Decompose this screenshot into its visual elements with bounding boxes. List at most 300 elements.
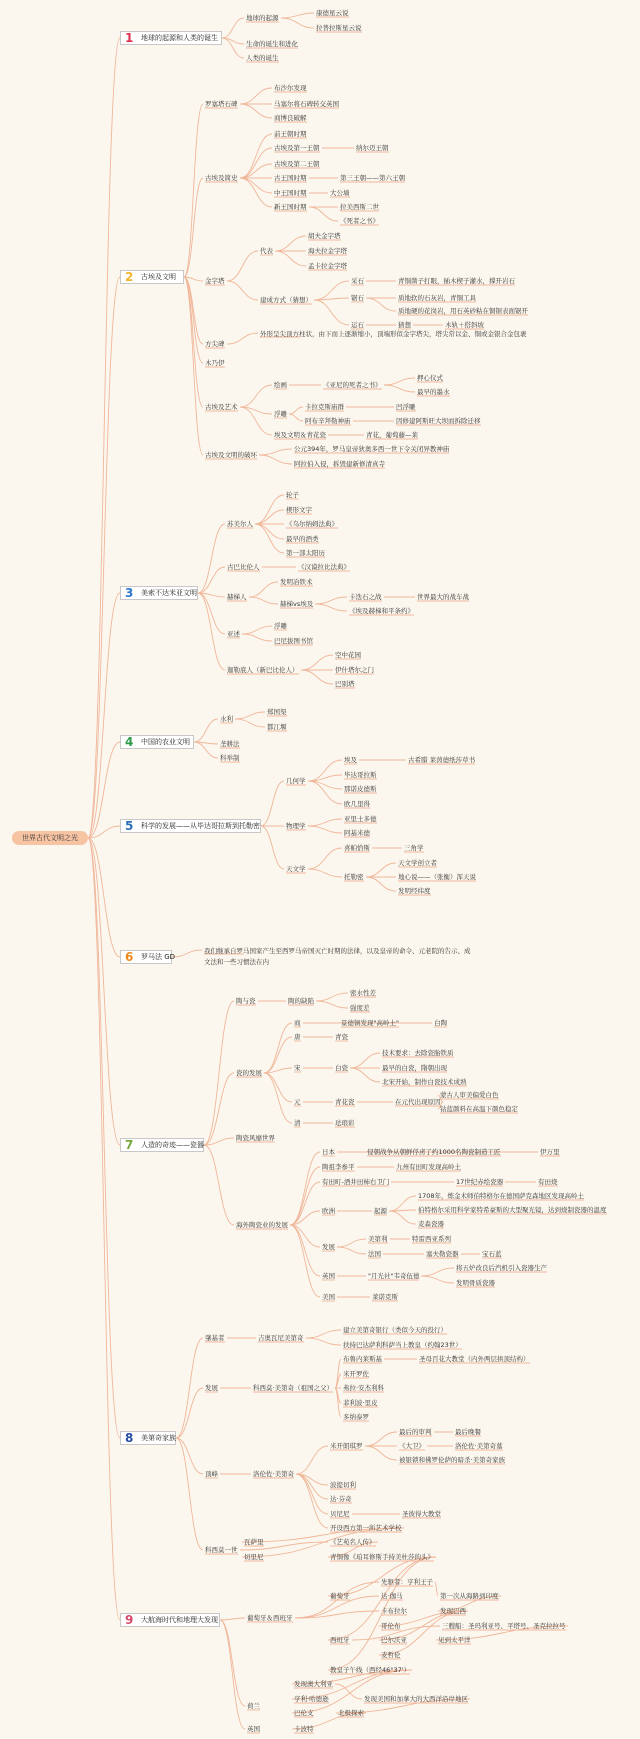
connector (365, 1446, 397, 1460)
connector (88, 38, 120, 838)
node[interactable]: 《艺苑名人传》 (330, 1538, 376, 1546)
connector (194, 742, 218, 744)
node[interactable]: 陶祖李参平 (322, 1163, 355, 1171)
connector (194, 742, 218, 758)
node[interactable]: 宋 (294, 1064, 301, 1072)
node[interactable]: 世界最大的战车战 (417, 593, 469, 601)
node[interactable]: 切里尼 (244, 1553, 264, 1561)
node[interactable]: 亚述 (227, 630, 240, 638)
connector (240, 407, 272, 414)
connector (281, 13, 314, 18)
connector (204, 1138, 234, 1145)
connector (176, 1388, 203, 1438)
node[interactable]: 《乌尔纳姆法典》 (286, 520, 338, 528)
node[interactable]: 发明冶铁术 (280, 578, 313, 586)
node[interactable]: 纳尔迈王朝 (356, 144, 389, 152)
node[interactable]: 亨利·哈德逊 (294, 1695, 329, 1703)
node[interactable]: 布鲁内莱斯基 (343, 1355, 382, 1363)
connector (296, 1474, 328, 1485)
node[interactable]: 白瓷 (335, 1064, 348, 1072)
node[interactable]: 喜帕恰斯 (344, 844, 370, 852)
node[interactable]: 1708年，炼金术师伯特格尔在德国萨克森地区发现高岭土 (418, 1192, 585, 1200)
node[interactable]: 欧几里得 (344, 800, 370, 808)
connector (88, 838, 120, 1620)
node[interactable]: 被银锁和佛罗伦萨的暗杀·美第奇家族 (399, 1456, 506, 1464)
node[interactable]: 迦勒底人（新巴比伦人） (227, 666, 299, 674)
connector (176, 1438, 203, 1550)
connector (240, 407, 272, 435)
connector (275, 251, 306, 266)
branch-3[interactable] (120, 586, 198, 600)
node[interactable]: 九州有田町发现高岭土 (396, 1163, 461, 1171)
connector (308, 819, 342, 826)
node[interactable]: 莱诺克斯 (372, 1293, 398, 1301)
node[interactable]: 见到太平洋 (438, 1636, 471, 1644)
node[interactable]: 葡萄牙 (330, 1592, 350, 1600)
connector (204, 1073, 234, 1145)
node[interactable]: 古巴比伦人 (227, 563, 260, 571)
node[interactable]: 唐 (294, 1033, 301, 1041)
connector (198, 524, 225, 593)
node[interactable]: 前王朝时期 (274, 130, 307, 138)
node[interactable]: "月光社"韦奇伍德 (368, 1272, 420, 1280)
node[interactable]: 浮雕 (274, 410, 287, 418)
connector (295, 1611, 379, 1618)
connector (295, 1582, 379, 1618)
node[interactable]: 米开朗琪罗 (330, 1442, 363, 1450)
node[interactable]: 巴伦支 (294, 1709, 314, 1717)
connector (308, 826, 342, 833)
connector (184, 104, 203, 277)
node[interactable]: 天文学 (286, 865, 306, 873)
node[interactable]: 西班牙 (330, 1636, 350, 1644)
node[interactable]: 科西莫·美第奇（祖国之父） (253, 1384, 334, 1392)
connector (88, 826, 120, 838)
node[interactable]: 孟卡拉金字塔 (308, 262, 347, 270)
connector (184, 277, 203, 344)
connector (316, 1001, 348, 1008)
node[interactable]: 蒙古人审美偏爱白色 (440, 1091, 499, 1099)
connector (264, 1073, 292, 1102)
node[interactable]: 麦哲伦 (381, 1651, 401, 1659)
connector (255, 524, 284, 539)
connector (308, 869, 342, 877)
connector (249, 597, 278, 604)
branch-7[interactable] (120, 1138, 204, 1152)
connector (204, 1001, 234, 1145)
connector (421, 1268, 454, 1276)
connector (306, 1338, 341, 1345)
node[interactable]: 空中花园 (335, 651, 361, 659)
node[interactable]: 建立美第奇银行（类似今天的投行） (343, 1326, 447, 1334)
node[interactable]: 北极探索 (338, 1709, 364, 1717)
node[interactable]: 菲利波·里皮 (343, 1399, 378, 1407)
node[interactable]: 发现巴西 (440, 1607, 466, 1615)
node[interactable]: 吉奥瓦尼美第奇 (258, 1334, 304, 1342)
node[interactable]: 科西莫一世 (205, 1546, 238, 1554)
node[interactable]: 达·伽马 (381, 1592, 403, 1600)
node[interactable]: 发现美国和加拿大的大西洋沿岸地区 (364, 1695, 468, 1703)
node[interactable]: 达·芬奇 (330, 1495, 352, 1503)
connector (240, 104, 272, 118)
node[interactable]: 郑国渠 (267, 708, 287, 716)
node[interactable]: 因修建阿斯旺大坝而拆除迁移 (396, 417, 481, 425)
node[interactable]: 人类的诞生 (246, 54, 279, 62)
branch-number: 9 (125, 1613, 134, 1627)
node[interactable]: 木轨＋搭斜坡 (445, 321, 484, 329)
connector (275, 236, 306, 251)
connector (88, 838, 120, 957)
node[interactable]: 海夫拉金字塔 (308, 247, 347, 255)
node[interactable]: 瓦萨里 (244, 1538, 264, 1546)
node[interactable]: 代表 (260, 247, 273, 255)
node[interactable]: 苏美尔人 (227, 520, 253, 528)
node[interactable]: 白陶 (434, 1019, 447, 1027)
node[interactable]: 水利 (220, 715, 233, 723)
connector (315, 604, 347, 611)
node[interactable]: 浮雕 (274, 622, 287, 630)
node[interactable]: 北宋开始，制作白瓷技术成熟 (382, 1078, 467, 1086)
node[interactable]: 景德镇发现"高岭土" (341, 1019, 399, 1027)
node[interactable]: 肇基者 (205, 1334, 225, 1342)
node[interactable]: 胡夫金字塔 (308, 232, 341, 240)
connector (389, 1210, 416, 1211)
node[interactable]: 公元394年，罗马皇帝狄奥多西一世下令关闭异教神庙 (294, 445, 450, 453)
node[interactable]: 伊什塔尔之门 (335, 666, 374, 674)
connector (261, 826, 284, 869)
node[interactable]: 17世纪赤绘瓷器 (456, 1178, 504, 1186)
node[interactable]: 三艘船：圣玛利亚号、平塔号、圣克拉拉号 (442, 1622, 566, 1630)
node[interactable]: 先驱者：亨利王子 (381, 1578, 433, 1586)
node[interactable]: 麦森瓷器 (418, 1220, 444, 1228)
node[interactable]: 毕达哥拉斯 (344, 771, 377, 779)
branch-8[interactable] (120, 1431, 176, 1445)
connector (264, 1023, 292, 1073)
connector (240, 134, 272, 178)
node[interactable]: 技术要求：去除瓷胎铁质 (382, 1049, 454, 1057)
node[interactable]: 金字塔 (205, 277, 225, 285)
node[interactable]: 青铜凿子打眼，插木楔子灌水，撑开岩石 (398, 277, 515, 285)
connector (350, 1053, 380, 1068)
connector (240, 88, 272, 104)
node[interactable]: 罗塞塔石碑 (205, 100, 238, 108)
node[interactable]: 最后晚餐 (455, 1428, 481, 1436)
node[interactable]: 阿基米德 (344, 829, 370, 837)
node[interactable]: 质地软的石灰岩，青铜工具 (398, 294, 476, 302)
branch-number: 3 (125, 586, 134, 600)
connector (176, 1338, 203, 1438)
connector (220, 1620, 245, 1706)
connector (335, 1388, 341, 1417)
node[interactable]: 卡波特 (294, 1725, 314, 1733)
node[interactable]: 伯特格尔采用科学家特希豪斯的大型聚光镜，达到烧制瓷器的温度 (418, 1206, 607, 1214)
branch-6[interactable] (120, 950, 176, 964)
node[interactable]: 阿布辛拜勒神庙 (305, 417, 351, 425)
node[interactable]: 垄耕法 (220, 740, 240, 748)
node[interactable]: 陶与瓷 (236, 997, 256, 1005)
node[interactable]: 起源 (374, 1207, 387, 1215)
node[interactable]: 托勒密 (344, 873, 364, 881)
node[interactable]: 荷兰 (247, 1702, 260, 1710)
node[interactable]: 古埃及第二王朝 (274, 160, 320, 168)
node[interactable]: 将五炉改良后汽机引入瓷器生产 (456, 1264, 547, 1272)
connector (290, 1225, 320, 1276)
connector (365, 1432, 397, 1446)
connector (315, 597, 347, 604)
node[interactable]: 最早的墨水 (417, 388, 450, 396)
node[interactable]: 贝尼尼 (330, 1510, 350, 1518)
connector (366, 863, 396, 877)
connector (314, 300, 349, 325)
node[interactable]: 青铜像《珀耳修斯手持美杜莎的头》 (330, 1553, 434, 1561)
node[interactable]: 开设西方第一所艺术学校 (330, 1524, 402, 1532)
connector (308, 781, 342, 789)
node[interactable]: 楔形文字 (286, 506, 312, 514)
node[interactable]: 清 (294, 1119, 301, 1127)
node[interactable]: 古埃及文明的破坏 (205, 451, 257, 459)
root-node[interactable]: 世界古代文明之光 (12, 831, 88, 845)
node[interactable]: 中王国时期 (274, 189, 307, 197)
node[interactable]: 卡布拉尔 (381, 1607, 407, 1615)
node[interactable]: 第一次从海路到印度 (440, 1592, 499, 1600)
node[interactable]: 有田烧 (538, 1178, 558, 1186)
node[interactable]: 弗拉·安杰利科 (343, 1384, 385, 1392)
connector (88, 742, 120, 838)
node[interactable]: 多纳泰罗 (343, 1413, 369, 1421)
connector (259, 449, 292, 455)
node[interactable]: 拉普拉斯星云说 (316, 24, 362, 32)
node[interactable]: 特雷西亚系列 (412, 1235, 451, 1243)
node[interactable]: 都江堰 (267, 723, 287, 731)
node[interactable]: 《汉谟拉比法典》 (298, 563, 350, 571)
connector (242, 634, 272, 641)
node[interactable]: 马塞尔将石碑转交英国 (274, 100, 339, 108)
node[interactable]: 英国 (247, 1725, 260, 1733)
connector (220, 1620, 245, 1729)
node[interactable]: 轮子 (286, 491, 299, 499)
connector (176, 1438, 203, 1474)
node[interactable]: 卡迭石之战 (349, 593, 382, 601)
node[interactable]: 发展 (205, 1384, 218, 1392)
node[interactable]: 侵朝战争从朝鲜俘虏了约1000名陶瓷制造工匠 (367, 1148, 501, 1156)
branch-label: 科学的发展——从毕达哥拉斯到托勒密 (141, 822, 260, 830)
node[interactable]: 阿拉伯入侵，拆毁建新修清真寺 (294, 460, 385, 468)
connector (88, 838, 120, 1438)
node[interactable]: 法国 (368, 1250, 381, 1258)
node[interactable]: 钴蓝颜料在高温下颜色稳定 (440, 1105, 518, 1113)
node[interactable]: 顶峰 (205, 1470, 218, 1478)
connector (198, 567, 225, 593)
node[interactable]: 采石 (351, 277, 364, 285)
node[interactable]: 锯石 (351, 294, 364, 302)
node[interactable]: 第一部太阳历 (286, 549, 325, 557)
node[interactable]: 哥伦布 (381, 1622, 401, 1630)
node[interactable]: 元 (294, 1098, 301, 1106)
node[interactable]: 青花瓷 (335, 1098, 355, 1106)
node[interactable]: 巴别塔 (335, 680, 355, 688)
node[interactable]: 古埃及艺术 (205, 403, 238, 411)
connector (222, 18, 244, 38)
node[interactable]: 《死者之书》 (340, 217, 379, 225)
node[interactable]: 陶瓷风靡世界 (236, 1134, 275, 1142)
node[interactable]: 质地硬的花岗岩，用石英砂粘在铜锯表面锯开 (398, 307, 528, 315)
node[interactable]: 欧洲 (322, 1207, 335, 1215)
node[interactable]: 猜想 (398, 321, 411, 329)
node[interactable]: 生命的诞生和进化 (246, 40, 298, 48)
node[interactable]: 拉美西斯二世 (340, 203, 379, 211)
node[interactable]: 发明骨质瓷器 (456, 1279, 495, 1287)
node[interactable]: 《亚尼的死者之书》 (323, 381, 382, 389)
node[interactable]: 海外陶瓷业的发展 (236, 1221, 288, 1229)
node[interactable]: 科举制 (220, 754, 240, 762)
connector (435, 1582, 438, 1596)
node[interactable]: 布沙尔发现 (274, 84, 307, 92)
connector (281, 18, 314, 28)
node[interactable]: 珐琅彩 (335, 1119, 355, 1127)
node[interactable]: 地球的起源 (246, 14, 279, 22)
branch-label: 古埃及文明 (141, 273, 176, 281)
node[interactable]: 康德星云说 (316, 9, 349, 17)
node[interactable]: 圣母百花大教堂（内外两层拱顶结构） (419, 1355, 530, 1363)
node[interactable]: 最早的酒类 (286, 535, 319, 543)
node[interactable]: 洛伦佐·美第奇墓 (455, 1442, 503, 1450)
node[interactable]: 最早的白瓷，隋朝出现 (382, 1064, 447, 1072)
node[interactable]: 赫梯vs埃及 (280, 600, 314, 608)
node[interactable]: 在元代出现原因 (395, 1098, 441, 1106)
node[interactable]: 木乃伊 (205, 359, 225, 367)
connector (255, 524, 284, 553)
connector (316, 993, 348, 1001)
node[interactable]: 巴尼拔图书馆 (274, 637, 313, 645)
node[interactable]: 我们继承自罗马国家产生至西罗马帝国灭亡时期的法律，以及皇帝的命令、元老院的告示、成文法和一些习惯法在内 (204, 947, 471, 966)
connector (335, 1684, 362, 1699)
node[interactable]: 赫梯人 (227, 593, 247, 601)
node[interactable]: 地心说——（张衡）浑天说 (398, 873, 476, 881)
node[interactable]: 《埃及赫梯和平条约》 (349, 607, 414, 615)
node[interactable]: 那诺皮德斯 (344, 785, 377, 793)
node[interactable]: 巴尔沃亚 (381, 1636, 407, 1644)
node[interactable]: 波提切利 (330, 1481, 356, 1489)
node[interactable]: 几何学 (286, 777, 306, 785)
node[interactable]: 发现澳大利亚 (294, 1680, 333, 1688)
node[interactable]: 塞夫勒瓷器 (426, 1250, 459, 1258)
node[interactable]: 《大卫》 (399, 1442, 425, 1450)
connector (421, 1276, 454, 1283)
node[interactable]: 新王国时期 (274, 203, 307, 211)
connector (240, 178, 272, 207)
node[interactable]: 有田町-酒井田柿右卫门 (322, 1178, 390, 1186)
node[interactable]: 古王国时期 (274, 174, 307, 182)
node[interactable]: 青瓷 (335, 1033, 348, 1041)
branch-label: 罗马法 GD (141, 953, 176, 961)
node[interactable]: 发展 (322, 1243, 335, 1251)
node[interactable]: 亚里士多德 (344, 815, 377, 823)
branch-4[interactable] (120, 735, 194, 749)
branch-9[interactable] (120, 1613, 220, 1627)
connector (337, 1239, 366, 1247)
node[interactable]: 第三王朝——第六王朝 (340, 174, 405, 182)
node[interactable]: 卡拉克斯庙群 (305, 403, 344, 411)
connector (335, 1388, 341, 1403)
branch-number: 5 (125, 819, 134, 833)
node[interactable]: 英国 (322, 1272, 335, 1280)
connector (198, 593, 225, 670)
connector (366, 298, 396, 311)
node[interactable]: 发明经纬度 (398, 887, 431, 895)
branch-label: 中国的农业文明 (141, 738, 190, 746)
node[interactable]: 方尖碑 (205, 340, 225, 348)
node[interactable]: 三角学 (404, 844, 424, 852)
node[interactable]: 古埃及简史 (205, 174, 238, 182)
connector (290, 1182, 320, 1225)
branch-5[interactable] (120, 819, 261, 833)
node[interactable]: 古埃及第一王朝 (274, 144, 320, 152)
connector (290, 1152, 320, 1225)
node[interactable]: 商 (294, 1019, 301, 1027)
node[interactable]: 强度差 (350, 1004, 370, 1012)
branch-1[interactable] (120, 31, 222, 45)
node[interactable]: 大公墙 (330, 189, 350, 197)
node[interactable]: 埃及文明＆青花瓷 (274, 431, 326, 439)
node[interactable]: 物理学 (286, 822, 306, 830)
connector (290, 1225, 320, 1247)
node[interactable]: 葡萄牙＆西班牙 (247, 1614, 293, 1622)
node[interactable]: 日本 (322, 1148, 335, 1156)
node[interactable]: 圣彼得大教堂 (402, 1510, 441, 1518)
connector (314, 281, 349, 300)
node[interactable]: 美第利 (368, 1235, 388, 1243)
node[interactable]: 绘画 (274, 381, 287, 389)
node[interactable]: 建成方式（猜想） (260, 296, 312, 304)
connector (184, 277, 203, 363)
node[interactable]: 青花，葡萄藤—莱 (366, 431, 418, 439)
node[interactable]: 美国 (322, 1293, 335, 1301)
connector (240, 385, 272, 407)
node[interactable]: 瓷的发展 (236, 1069, 262, 1077)
connector (198, 593, 225, 634)
connector (264, 1068, 292, 1073)
node[interactable]: 运石 (351, 321, 364, 329)
node[interactable]: 伊万里 (540, 1148, 560, 1156)
node[interactable]: 密水性差 (350, 989, 376, 997)
node[interactable]: 古希腊 莱茵德纸莎草书 (408, 756, 476, 764)
connector (296, 1446, 328, 1474)
branch-label: 美索不达米亚文明 (141, 589, 197, 597)
node[interactable]: 洛伦佐·美第奇 (253, 1470, 295, 1478)
node[interactable]: 陶的缺陷 (288, 997, 314, 1005)
connector (184, 178, 203, 277)
node[interactable]: 最后的审判 (399, 1428, 432, 1436)
connector (306, 1330, 341, 1338)
connector (264, 1073, 292, 1123)
node[interactable]: 天文学创立者 (398, 859, 437, 867)
connector (88, 277, 120, 838)
node[interactable]: 凹浮雕 (396, 403, 416, 411)
connector (301, 670, 333, 684)
branch-2[interactable] (120, 270, 184, 284)
node[interactable]: 商博良破解 (274, 114, 307, 122)
node[interactable]: 外形呈尖顶方柱状，由下而上逐渐缩小，顶端形似金字塔尖，塔尖常以金、铜或金银合金包裹 (260, 330, 527, 338)
connector (389, 1211, 416, 1224)
node[interactable]: 宝石蓝 (482, 1250, 502, 1258)
connector (259, 455, 292, 464)
node[interactable]: 米开罗佐 (343, 1370, 369, 1378)
node[interactable]: 押心仪式 (417, 374, 443, 382)
connector (328, 1557, 436, 1596)
node[interactable]: 教皇子午线（西经46°37'） (330, 1666, 411, 1674)
node[interactable]: 埃及 (344, 756, 357, 764)
node[interactable]: 扶持巴达萨利科萨当上教皇（约翰23世） (343, 1341, 462, 1349)
